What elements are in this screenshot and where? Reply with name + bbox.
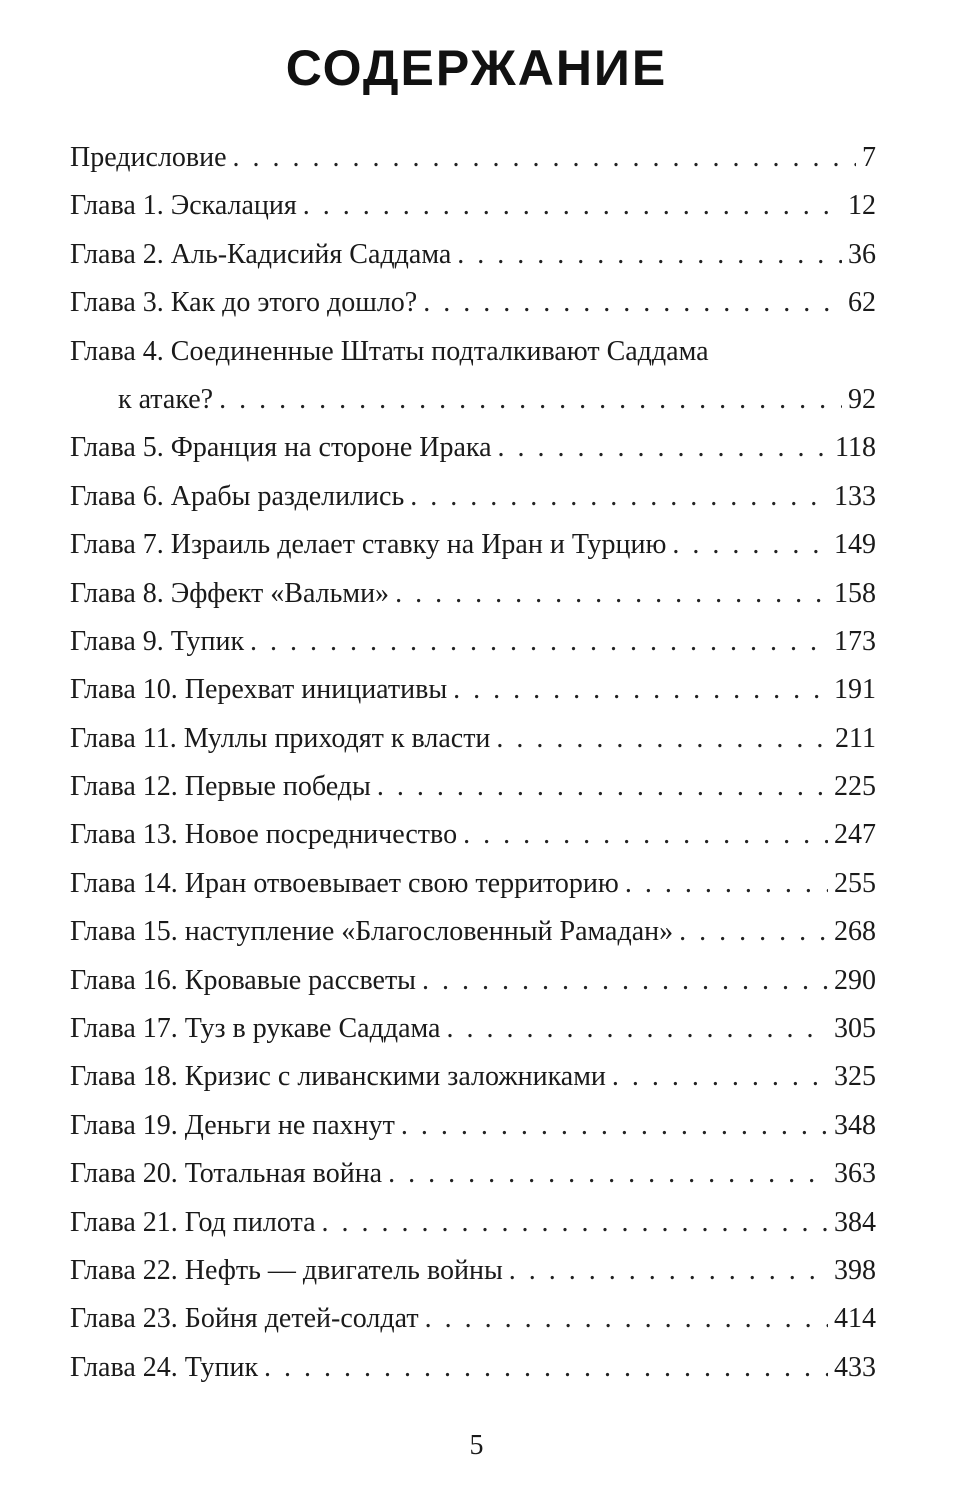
toc-entry bbox=[70, 328, 876, 376]
toc-entry-title: Глава 20. Тотальная война bbox=[70, 1158, 383, 1190]
dot-leader bbox=[453, 666, 828, 714]
dot-leader bbox=[395, 570, 828, 618]
toc-entry bbox=[70, 1102, 876, 1150]
toc-entry-title: Глава 10. Перехват инициативы bbox=[70, 674, 448, 706]
toc-entry-page: 255 bbox=[834, 867, 876, 899]
toc-entry bbox=[70, 1247, 876, 1295]
toc-entry-title: Глава 16. Кровавые рассветы bbox=[70, 964, 416, 996]
dot-leader bbox=[377, 763, 828, 811]
toc-entry-title: Глава 21. Год пилота bbox=[70, 1206, 316, 1238]
toc-entry bbox=[70, 1053, 876, 1101]
toc-entry-page: 363 bbox=[834, 1158, 876, 1190]
dot-leader bbox=[498, 424, 830, 472]
dot-leader bbox=[423, 279, 842, 327]
toc-entry-title-continuation: к атаке? bbox=[118, 383, 214, 415]
toc-entry bbox=[70, 279, 876, 327]
toc-entry-page: 325 bbox=[834, 1061, 876, 1093]
toc-entry bbox=[70, 908, 876, 956]
toc-entry bbox=[70, 1150, 876, 1198]
toc-entry-page: 384 bbox=[834, 1206, 876, 1238]
toc-entry-title: Глава 6. Арабы разделились bbox=[70, 480, 405, 512]
dot-leader bbox=[422, 957, 828, 1005]
toc-entry-title: Глава 3. Как до этого дошло? bbox=[70, 287, 418, 319]
dot-leader bbox=[410, 473, 828, 521]
toc-entry-title: Глава 12. Первые победы bbox=[70, 771, 371, 803]
dot-leader bbox=[233, 134, 856, 182]
dot-leader bbox=[264, 1344, 828, 1392]
toc-entry-title: Глава 19. Деньги не пахнут bbox=[70, 1109, 395, 1141]
toc-entry-title: Глава 8. Эффект «Вальми» bbox=[70, 577, 390, 609]
toc-entry bbox=[70, 473, 876, 521]
toc-entry-page: 398 bbox=[834, 1254, 876, 1286]
toc-entry-page: 158 bbox=[834, 577, 876, 609]
toc-entry-page: 290 bbox=[834, 964, 876, 996]
toc-entry-page: 173 bbox=[834, 625, 876, 657]
toc-entry-page: 305 bbox=[834, 1013, 876, 1045]
dot-leader bbox=[388, 1150, 828, 1198]
toc-entry bbox=[70, 570, 876, 618]
dot-leader bbox=[250, 618, 828, 666]
toc-entry bbox=[70, 666, 876, 714]
dot-leader bbox=[509, 1247, 828, 1295]
toc-entry-page: 348 bbox=[834, 1109, 876, 1141]
table-of-contents bbox=[70, 134, 876, 1392]
toc-entry-page: 7 bbox=[862, 142, 876, 173]
toc-entry-title: Глава 4. Соединенные Штаты подталкивают Саддама bbox=[70, 335, 709, 367]
dot-leader bbox=[425, 1295, 828, 1343]
toc-entry-title: Глава 15. наступление «Благословенный Рамадан» bbox=[70, 916, 674, 948]
toc-entry-page: 414 bbox=[834, 1303, 876, 1335]
toc-entry bbox=[70, 1344, 876, 1392]
toc-entry bbox=[70, 521, 876, 569]
toc-entry bbox=[70, 715, 876, 763]
toc-entry-page: 211 bbox=[835, 722, 876, 754]
toc-entry-page: 247 bbox=[834, 819, 876, 851]
toc-entry-continuation bbox=[70, 376, 876, 424]
toc-entry-page: 225 bbox=[834, 771, 876, 803]
toc-entry-page: 433 bbox=[834, 1351, 876, 1383]
toc-entry bbox=[70, 957, 876, 1005]
dot-leader bbox=[446, 1005, 828, 1053]
dot-leader bbox=[496, 715, 829, 763]
toc-entry bbox=[70, 1005, 876, 1053]
toc-entry-title: Глава 9. Тупик bbox=[70, 625, 245, 657]
toc-entry bbox=[70, 763, 876, 811]
toc-entry-title: Глава 13. Новое посредничество bbox=[70, 819, 458, 851]
toc-entry-page: 149 bbox=[834, 529, 876, 561]
toc-entry bbox=[70, 1199, 876, 1247]
dot-leader bbox=[672, 521, 828, 569]
toc-entry bbox=[70, 811, 876, 859]
toc-entry-page: 12 bbox=[848, 190, 876, 222]
dot-leader bbox=[303, 182, 842, 230]
toc-entry-title: Глава 18. Кризис с ливанскими заложниками bbox=[70, 1061, 606, 1093]
toc-entry-title: Глава 14. Иран отвоевывает свою территорию bbox=[70, 867, 619, 899]
toc-entry-title: Предисловие bbox=[70, 142, 227, 173]
dot-leader bbox=[322, 1199, 828, 1247]
toc-entry-title: Глава 22. Нефть — двигатель войны bbox=[70, 1254, 503, 1286]
page-number: 5 bbox=[469, 1430, 484, 1461]
toc-entry-title: Глава 7. Израиль делает ставку на Иран и Турцию bbox=[70, 529, 667, 561]
toc-entry bbox=[70, 182, 876, 230]
toc-entry-title: Глава 5. Франция на стороне Ирака bbox=[70, 432, 492, 464]
toc-entry-title: Глава 2. Аль-Кадисийя Саддама bbox=[70, 238, 452, 270]
dot-leader bbox=[219, 376, 842, 424]
toc-entry-title: Глава 23. Бойня детей-солдат bbox=[70, 1303, 419, 1335]
toc-entry bbox=[70, 424, 876, 472]
dot-leader bbox=[463, 811, 828, 859]
toc-entry-page: 268 bbox=[834, 916, 876, 948]
toc-entry-page: 62 bbox=[848, 287, 876, 319]
toc-entry-title: Глава 1. Эскалация bbox=[70, 190, 297, 222]
toc-entry-page: 133 bbox=[834, 480, 876, 512]
toc-entry bbox=[70, 231, 876, 279]
dot-leader bbox=[679, 908, 828, 956]
dot-leader bbox=[625, 860, 828, 908]
dot-leader bbox=[612, 1053, 828, 1101]
toc-entry-page: 36 bbox=[848, 238, 876, 270]
page-title: СОДЕРЖАНИЕ bbox=[285, 40, 668, 96]
dot-leader bbox=[457, 231, 842, 279]
toc-entry bbox=[70, 1295, 876, 1343]
toc-entry-page: 191 bbox=[834, 674, 876, 706]
toc-entry bbox=[70, 134, 876, 182]
toc-entry-page: 118 bbox=[835, 432, 876, 464]
toc-entry-title: Глава 17. Туз в рукаве Саддама bbox=[70, 1013, 441, 1045]
toc-entry bbox=[70, 618, 876, 666]
toc-entry bbox=[70, 860, 876, 908]
toc-entry-title: Глава 24. Тупик bbox=[70, 1351, 259, 1383]
dot-leader bbox=[401, 1102, 828, 1150]
toc-entry-title: Глава 11. Муллы приходят к власти bbox=[70, 722, 491, 754]
toc-entry-page: 92 bbox=[848, 383, 876, 415]
